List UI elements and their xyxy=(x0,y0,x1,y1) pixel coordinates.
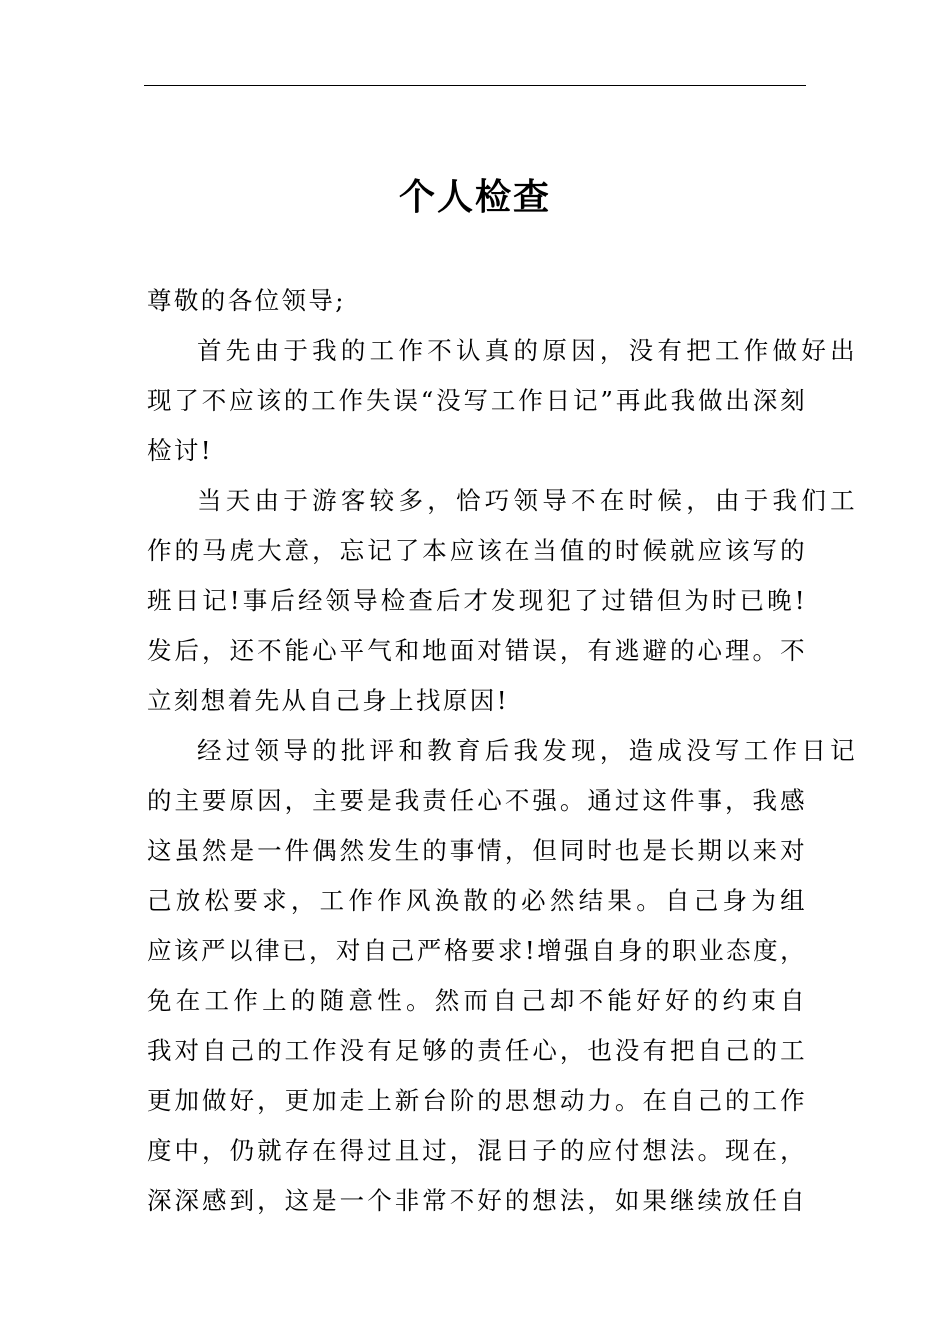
paragraph-line: 班日记!事后经领导检查后才发现犯了过错但为时已晚! xyxy=(147,586,807,615)
paragraph-line: 免在工作上的随意性。然而自己却不能好好的约束自 xyxy=(147,986,807,1015)
paragraph-line: 经过领导的批评和教育后我发现，造成没写工作日记 xyxy=(197,736,857,765)
paragraph-line: 这虽然是一件偶然发生的事情，但同时也是长期以来对 xyxy=(147,836,807,865)
paragraph-line: 检讨! xyxy=(147,436,214,465)
paragraph-line: 度中，仍就存在得过且过，混日子的应付想法。现在， xyxy=(147,1136,807,1165)
paragraph-line: 当天由于游客较多，恰巧领导不在时候，由于我们工 xyxy=(197,486,857,515)
paragraph-line: 发后，还不能心平气和地面对错误，有逃避的心理。不 xyxy=(147,636,807,665)
paragraph-line: 立刻想着先从自己身上找原因! xyxy=(147,686,509,715)
paragraph-line: 现了不应该的工作失误“没写工作日记”再此我做出深刻 xyxy=(147,386,807,415)
document-title: 个人检查 xyxy=(398,176,551,218)
paragraph-line: 首先由于我的工作不认真的原因，没有把工作做好出 xyxy=(197,336,857,365)
salutation: 尊敬的各位领导; xyxy=(147,286,346,315)
paragraph-line: 应该严以律已，对自己严格要求!增强自身的职业态度， xyxy=(147,936,807,965)
paragraph-line: 作的马虎大意，忘记了本应该在当值的时候就应该写的 xyxy=(147,536,807,565)
header-rule xyxy=(144,85,806,86)
paragraph-line: 我对自己的工作没有足够的责任心，也没有把自己的工 xyxy=(147,1036,807,1065)
paragraph-line: 己放松要求，工作作风涣散的必然结果。自己身为组 xyxy=(147,886,807,915)
paragraph-line: 的主要原因，主要是我责任心不强。通过这件事，我感 xyxy=(147,786,807,815)
paragraph-line: 深深感到，这是一个非常不好的想法，如果继续放任自 xyxy=(147,1186,807,1215)
paragraph-line: 更加做好，更加走上新台阶的思想动力。在自己的工作 xyxy=(147,1086,807,1115)
